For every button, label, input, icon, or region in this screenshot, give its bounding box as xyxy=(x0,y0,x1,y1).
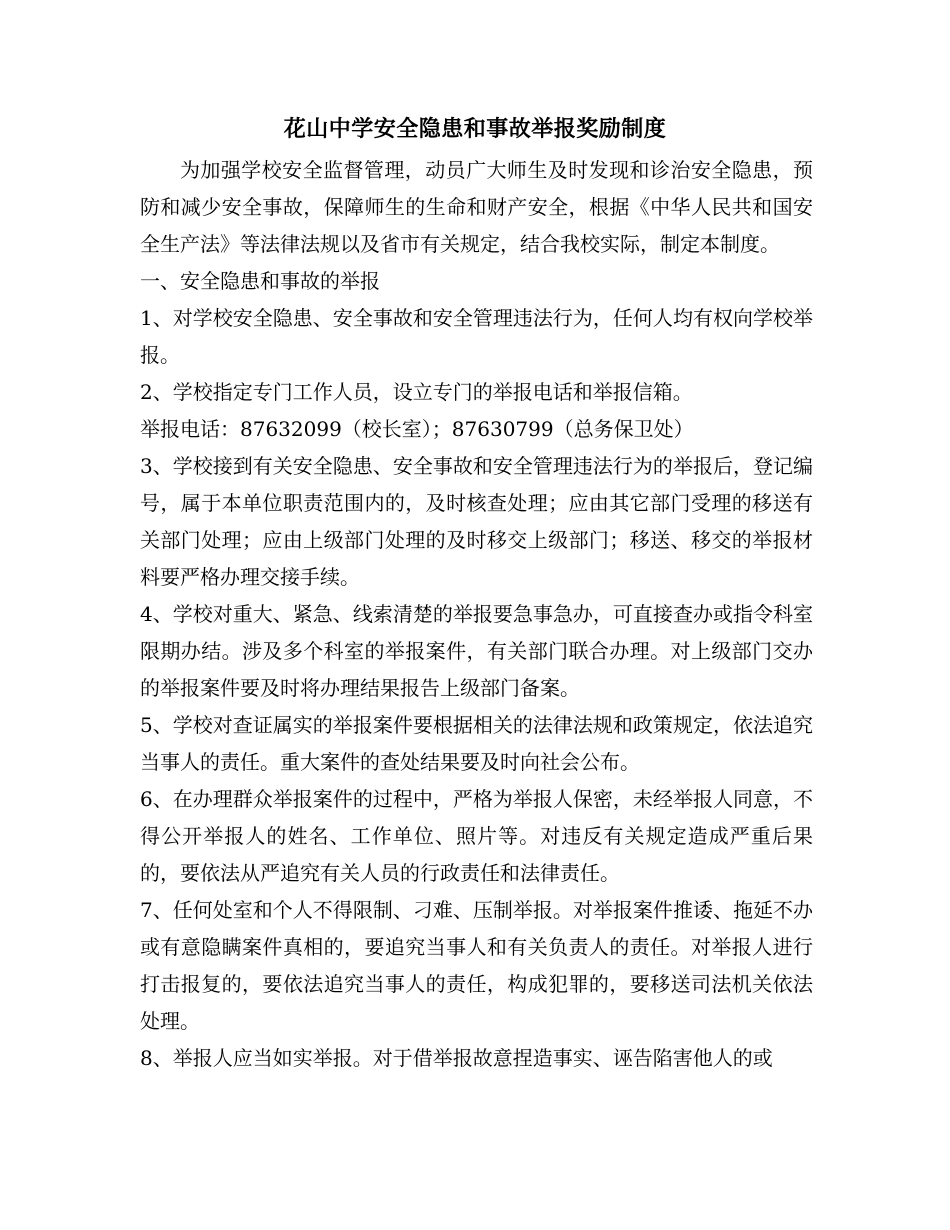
paragraph-item-2: 2、学校指定专门工作人员，设立专门的举报电话和举报信箱。 xyxy=(140,380,693,404)
paragraph-item-3: 3、学校接到有关安全隐患、安全事故和安全管理违法行为的举报后，登记编号，属于本单位职责范围内的，及时核查处理；应由其它部门受理的移送有关部门处理；应由上级部门处理的及时移交上级部门；移送、移交的举报材料要严格办理交接手续。 xyxy=(140,454,813,589)
paragraph-item-4: 4、学校对重大、紧急、线索清楚的举报要急事急办，可直接查办或指令科室限期办结。涉及多个科室的举报案件，有关部门联合办理。对上级部门交办的举报案件要及时将办理结果报告上级部门备案。 xyxy=(140,602,813,700)
paragraph-item-1: 1、对学校安全隐患、安全事故和安全管理违法行为，任何人均有权向学校举报。 xyxy=(140,306,813,367)
paragraph-item-7: 7、任何处室和个人不得限制、刁难、压制举报。对举报案件推诿、拖延不办或有意隐瞒案件真相的，要追究当事人和有关负责人的责任。对举报人进行打击报复的，要依法追究当事人的责任，构成犯罪的，要移送司法机关依法处理。 xyxy=(140,898,813,1033)
paragraph-hotline: 举报电话：87632099（校长室）；87630799（总务保卫处） xyxy=(140,417,694,441)
paragraph-item-6: 6、在办理群众举报案件的过程中，严格为举报人保密，未经举报人同意，不得公开举报人的姓名、工作单位、照片等。对违反有关规定造成严重后果的，要依法从严追究有关人员的行政责任和法律责任。 xyxy=(140,787,813,885)
paragraph-intro: 为加强学校安全监督管理，动员广大师生及时发现和诊治安全隐患，预防和减少安全事故，保障师生的生命和财产安全，根据《中华人民共和国安全生产法》等法律法规以及省市有关规定，结合我校实际，制定本制度。 xyxy=(140,158,813,256)
document-title: 花山中学安全隐患和事故举报奖励制度 xyxy=(283,116,667,142)
paragraph-item-5: 5、学校对查证属实的举报案件要根据相关的法律法规和政策规定，依法追究当事人的责任。重大案件的查处结果要及时向社会公布。 xyxy=(140,713,813,774)
document-body xyxy=(140,152,813,1077)
paragraph-item-8: 8、举报人应当如实举报。对于借举报故意捏造事实、诬告陷害他人的或 xyxy=(140,1046,773,1070)
section-heading-1: 一、安全隐患和事故的举报 xyxy=(140,269,380,293)
